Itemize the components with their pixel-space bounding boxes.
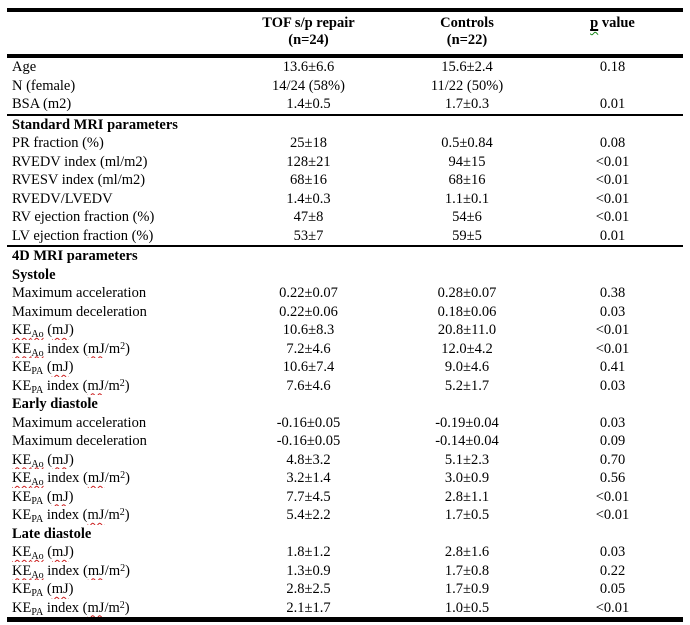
parameter-label-cell xyxy=(7,171,225,190)
tof-value-cell: 2.8±2.5 xyxy=(286,581,331,597)
parameter-label-cell xyxy=(7,599,225,620)
controls-value-cell: 0.5±0.84 xyxy=(441,135,493,151)
subscript-text: PA xyxy=(31,606,44,618)
controls-value-cell: 1.7±0.9 xyxy=(444,581,490,597)
label-text: index ( xyxy=(43,377,88,394)
label-text: mJ xyxy=(51,359,69,375)
superscript-text: 2 xyxy=(120,340,126,352)
section-row xyxy=(7,246,683,266)
p-value-cell: 0.03 xyxy=(599,544,626,560)
section-label xyxy=(7,266,683,285)
superscript-text: 2 xyxy=(119,507,125,518)
header-tof-line1: TOF s/p repair xyxy=(262,15,355,31)
parameter-label-cell xyxy=(7,227,225,247)
spellcheck-squiggle-text xyxy=(88,563,105,579)
spellcheck-squiggle-text xyxy=(88,507,105,523)
label-text: KE xyxy=(12,581,32,597)
results-table xyxy=(7,8,683,622)
section-row xyxy=(7,395,683,414)
table-row xyxy=(7,543,683,562)
parameter-label-cell xyxy=(7,134,225,153)
tof-value-cell: 5.4±2.2 xyxy=(286,507,331,523)
controls-value-cell: 15.6±2.4 xyxy=(441,59,493,75)
p-value-cell: <0.01 xyxy=(595,153,630,170)
tof-value-cell: -0.16±0.05 xyxy=(276,433,341,449)
label-text: index ( xyxy=(43,470,88,486)
p-value-cell: 0.08 xyxy=(599,135,626,151)
label-text: ( xyxy=(43,544,53,560)
label-text: ) xyxy=(68,544,74,560)
table-row xyxy=(7,303,683,322)
label-text: index ( xyxy=(43,507,88,523)
p-value-cell: 0.05 xyxy=(599,581,626,597)
table-row xyxy=(7,377,683,396)
table-row xyxy=(7,227,683,247)
label-text: KE xyxy=(12,359,32,375)
label-text: ( xyxy=(43,359,52,375)
label-text: Maximum acceleration xyxy=(12,414,147,431)
p-value-cell: 0.03 xyxy=(599,414,626,431)
label-text: /m xyxy=(104,377,120,394)
p-value-cell: 0.38 xyxy=(599,285,626,301)
table-row xyxy=(7,134,683,153)
tof-value-cell: 128±21 xyxy=(286,153,331,170)
label-text: N (female) xyxy=(12,77,76,94)
table-row xyxy=(7,321,683,340)
label-text: PR fraction (%) xyxy=(12,135,104,151)
p-value-cell: 0.01 xyxy=(599,227,626,244)
table-row xyxy=(7,284,683,303)
controls-value-cell: 1.1±0.1 xyxy=(444,190,490,207)
parameter-label-cell xyxy=(7,469,225,488)
label-text: /m xyxy=(104,507,120,523)
subscript-text: PA xyxy=(31,495,44,506)
label-text: 4D MRI parameters xyxy=(12,248,138,264)
label-text: KE xyxy=(12,599,32,616)
header-controls-col xyxy=(392,10,542,56)
controls-value-cell: 1.0±0.5 xyxy=(444,599,490,616)
label-text: KE xyxy=(12,507,32,523)
table-row xyxy=(7,153,683,172)
label-text: index ( xyxy=(43,562,88,579)
table-row xyxy=(7,599,683,620)
table-row xyxy=(7,208,683,227)
spellcheck-squiggle-text xyxy=(12,322,44,338)
label-text: Maximum acceleration xyxy=(12,285,147,301)
subscript-text: PA xyxy=(31,366,44,377)
parameter-label-cell xyxy=(7,56,225,77)
label-text: mJ xyxy=(52,544,69,560)
label-text: ) xyxy=(125,470,130,486)
controls-value-cell: 68±16 xyxy=(448,172,486,188)
controls-value-cell: 54±6 xyxy=(452,209,482,225)
label-text: LV ejection fraction (%) xyxy=(12,227,154,244)
controls-value-cell: 59±5 xyxy=(452,227,482,244)
tof-value-cell: 1.4±0.3 xyxy=(286,190,331,207)
label-text: ) xyxy=(68,451,74,468)
label-text: Late diastole xyxy=(12,525,92,542)
table-row xyxy=(7,77,683,96)
header-parameter-col xyxy=(7,10,225,56)
subscript-text: Ao xyxy=(31,477,44,488)
parameter-label-cell xyxy=(7,153,225,172)
table-row xyxy=(7,56,683,77)
parameter-label-cell xyxy=(7,377,225,396)
label-text: ( xyxy=(43,451,53,468)
p-value-cell: <0.01 xyxy=(595,172,630,188)
label-text: /m xyxy=(104,340,121,357)
grammar-squiggle-text: p xyxy=(590,15,599,31)
label-text: ) xyxy=(125,562,130,579)
spellcheck-squiggle-text xyxy=(88,470,105,486)
spellcheck-squiggle-text xyxy=(52,544,69,560)
spellcheck-squiggle-text xyxy=(12,452,44,468)
table-row xyxy=(7,340,683,359)
spellcheck-squiggle-text xyxy=(52,359,69,375)
controls-value-cell: 20.8±11.0 xyxy=(437,322,497,338)
tof-value-cell: 0.22±0.07 xyxy=(279,285,338,301)
label-text: mJ xyxy=(87,507,105,523)
label-text: KE xyxy=(12,451,32,468)
tof-value-cell: 7.7±4.5 xyxy=(286,488,331,505)
label-text: RVEDV index (ml/m2) xyxy=(12,153,148,170)
p-value-cell: 0.18 xyxy=(599,59,626,75)
tof-value-cell: 1.4±0.5 xyxy=(286,96,331,112)
tof-value-cell: 0.22±0.06 xyxy=(279,303,338,320)
tof-value-cell: 10.6±7.4 xyxy=(282,359,335,375)
label-text: Maximum deceleration xyxy=(12,303,147,320)
table-row xyxy=(7,562,683,581)
label-text: mJ xyxy=(87,599,105,616)
label-text: Standard MRI parameters xyxy=(12,116,178,133)
controls-value-cell: 5.2±1.7 xyxy=(444,377,490,394)
label-text: mJ xyxy=(87,562,105,579)
table-row xyxy=(7,95,683,115)
controls-value-cell: 11/22 (50%) xyxy=(430,77,504,94)
subscript-text: Ao xyxy=(31,569,44,580)
p-value-cell: 0.03 xyxy=(599,303,626,320)
label-text: Systole xyxy=(12,266,56,283)
superscript-text: 2 xyxy=(120,562,126,574)
p-value-cell: 0.70 xyxy=(599,451,626,468)
label-text: KE xyxy=(12,488,32,505)
label-text: /m xyxy=(104,470,121,486)
label-text: ( xyxy=(43,581,52,597)
p-value-cell: <0.01 xyxy=(595,507,630,523)
tof-value-cell: 3.2±1.4 xyxy=(286,470,331,486)
parameter-label-cell xyxy=(7,190,225,209)
spellcheck-squiggle-text xyxy=(52,322,69,338)
label-text: KE xyxy=(12,377,32,394)
label-text: ) xyxy=(68,488,74,505)
controls-value-cell: 2.8±1.1 xyxy=(444,488,490,505)
table-row xyxy=(7,358,683,377)
label-text: ) xyxy=(68,322,74,338)
subscript-text: Ao xyxy=(31,551,44,562)
controls-value-cell: 9.0±4.6 xyxy=(444,359,490,375)
label-text: Early diastole xyxy=(12,396,98,412)
spellcheck-squiggle-text xyxy=(12,341,44,357)
parameter-label-cell xyxy=(7,451,225,470)
parameter-label-cell xyxy=(7,506,225,525)
spellcheck-squiggle-text xyxy=(12,544,44,560)
tof-value-cell: 1.8±1.2 xyxy=(286,544,331,560)
tof-value-cell: 10.6±8.3 xyxy=(282,322,335,338)
label-text: ) xyxy=(68,581,74,597)
p-value-cell: <0.01 xyxy=(595,190,630,207)
p-value-cell: 0.09 xyxy=(599,433,626,449)
subscript-text: PA xyxy=(31,588,44,599)
label-text: KE xyxy=(12,544,32,560)
spellcheck-squiggle-text xyxy=(12,470,44,486)
label-text: RV ejection fraction (%) xyxy=(12,209,155,225)
controls-value-cell: 12.0±4.2 xyxy=(441,340,493,357)
spellcheck-squiggle-text xyxy=(12,563,44,579)
label-text: RVEDV/LVEDV xyxy=(12,190,113,207)
section-row xyxy=(7,266,683,285)
header-row xyxy=(7,10,683,56)
p-value-cell: 0.01 xyxy=(599,96,626,112)
header-tof-line2: (n=24) xyxy=(288,32,329,48)
spellcheck-squiggle-text xyxy=(52,489,69,505)
label-text: KE xyxy=(12,322,32,338)
table-row xyxy=(7,451,683,470)
p-value-cell: <0.01 xyxy=(595,322,630,338)
parameter-label-cell xyxy=(7,562,225,581)
subscript-text: Ao xyxy=(31,458,44,469)
p-value-cell: <0.01 xyxy=(595,340,630,357)
label-text: mJ xyxy=(51,581,69,597)
p-value-rest: value xyxy=(598,15,635,31)
label-text: mJ xyxy=(87,377,105,394)
tof-value-cell: 25±18 xyxy=(290,135,327,151)
label-text: ( xyxy=(43,322,53,338)
parameter-label-cell xyxy=(7,488,225,507)
p-underlined-letter xyxy=(590,15,598,31)
p-value-cell: 0.22 xyxy=(599,562,626,579)
tof-value-cell: 14/24 (58%) xyxy=(272,77,345,94)
label-text: Age xyxy=(12,59,37,75)
section-label xyxy=(7,395,683,414)
table-row xyxy=(7,469,683,488)
header-controls-line2: (n=22) xyxy=(446,32,488,48)
table-row xyxy=(7,432,683,451)
header-controls-line1: Controls xyxy=(440,15,494,31)
label-text: mJ xyxy=(87,470,105,486)
tof-value-cell: 7.6±4.6 xyxy=(286,377,331,394)
spellcheck-squiggle-text xyxy=(88,600,105,616)
p-value-cell: <0.01 xyxy=(595,209,630,225)
label-text: KE xyxy=(12,340,32,357)
tof-value-cell: 4.8±3.2 xyxy=(286,451,331,468)
label-text: index ( xyxy=(43,599,88,616)
controls-value-cell: -0.19±0.04 xyxy=(435,414,499,431)
parameter-label-cell xyxy=(7,543,225,562)
label-text: Maximum deceleration xyxy=(12,433,147,449)
controls-value-cell: 1.7±0.3 xyxy=(444,96,490,112)
spellcheck-squiggle-text xyxy=(88,341,105,357)
label-text: /m xyxy=(104,599,120,616)
table-row xyxy=(7,488,683,507)
label-text: mJ xyxy=(52,451,69,468)
label-text: ) xyxy=(68,359,74,375)
p-value-cell: <0.01 xyxy=(595,488,630,505)
parameter-label-cell xyxy=(7,208,225,227)
p-value-cell: <0.01 xyxy=(595,599,630,616)
tof-value-cell: 2.1±1.7 xyxy=(286,599,331,616)
label-text: ) xyxy=(124,377,130,394)
label-text: BSA (m2) xyxy=(12,96,72,112)
section-row xyxy=(7,115,683,135)
table-row xyxy=(7,171,683,190)
header-pvalue-col xyxy=(542,10,683,56)
tof-value-cell: 47±8 xyxy=(293,209,324,225)
label-text: ) xyxy=(124,507,130,523)
label-text: ) xyxy=(125,340,130,357)
controls-value-cell: 3.0±0.9 xyxy=(444,470,490,486)
controls-value-cell: 1.7±0.8 xyxy=(444,562,490,579)
tof-value-cell: 1.3±0.9 xyxy=(286,562,331,579)
superscript-text: 2 xyxy=(119,377,125,389)
p-value-cell: 0.03 xyxy=(599,377,626,394)
tof-value-cell: 13.6±6.6 xyxy=(282,59,335,75)
parameter-label-cell xyxy=(7,340,225,359)
controls-value-cell: 0.28±0.07 xyxy=(437,285,497,301)
controls-value-cell: 0.18±0.06 xyxy=(437,303,497,320)
section-label xyxy=(7,525,683,544)
parameter-label-cell xyxy=(7,95,225,115)
subscript-text: PA xyxy=(31,384,44,395)
label-text: /m xyxy=(104,562,121,579)
p-value-cell: 0.41 xyxy=(599,359,626,375)
p-value-cell: 0.56 xyxy=(599,470,626,486)
label-text: mJ xyxy=(52,322,69,338)
label-text: ) xyxy=(124,599,130,616)
parameter-label-cell xyxy=(7,432,225,451)
label-text: KE xyxy=(12,470,32,486)
parameter-label-cell xyxy=(7,77,225,96)
subscript-text: PA xyxy=(31,514,44,525)
label-text: mJ xyxy=(51,488,69,505)
section-label xyxy=(7,246,683,266)
label-text: KE xyxy=(12,562,32,579)
spellcheck-squiggle-text xyxy=(88,378,105,394)
tof-value-cell: 53±7 xyxy=(293,227,324,244)
parameter-label-cell xyxy=(7,580,225,599)
label-text: index ( xyxy=(43,340,88,357)
label-text: RVESV index (ml/m2) xyxy=(12,172,146,188)
table-row xyxy=(7,506,683,525)
label-text: mJ xyxy=(87,340,105,357)
parameter-label-cell xyxy=(7,358,225,377)
tof-value-cell: -0.16±0.05 xyxy=(276,414,341,431)
spellcheck-squiggle-text xyxy=(52,452,69,468)
table-body xyxy=(7,56,683,620)
controls-value-cell: -0.14±0.04 xyxy=(435,433,499,449)
tof-value-cell: 7.2±4.6 xyxy=(286,340,331,357)
spellcheck-squiggle-text xyxy=(52,581,69,597)
label-text: ( xyxy=(43,488,52,505)
controls-value-cell: 2.8±1.6 xyxy=(444,544,490,560)
subscript-text: Ao xyxy=(31,329,44,340)
table-row xyxy=(7,580,683,599)
tof-value-cell: 68±16 xyxy=(290,172,327,188)
p-value-cell xyxy=(542,77,683,96)
subscript-text: Ao xyxy=(31,347,44,358)
controls-value-cell: 5.1±2.3 xyxy=(444,451,490,468)
section-label xyxy=(7,115,683,135)
controls-value-cell: 94±15 xyxy=(448,153,486,170)
header-tof-col xyxy=(225,10,392,56)
table-header xyxy=(7,10,683,56)
parameter-label-cell xyxy=(7,414,225,433)
parameter-label-cell xyxy=(7,321,225,340)
parameter-label-cell xyxy=(7,284,225,303)
controls-value-cell: 1.7±0.5 xyxy=(444,507,490,523)
superscript-text: 2 xyxy=(119,599,125,611)
parameter-label-cell xyxy=(7,303,225,322)
table-row xyxy=(7,190,683,209)
superscript-text: 2 xyxy=(120,470,126,481)
table-row xyxy=(7,414,683,433)
section-row xyxy=(7,525,683,544)
